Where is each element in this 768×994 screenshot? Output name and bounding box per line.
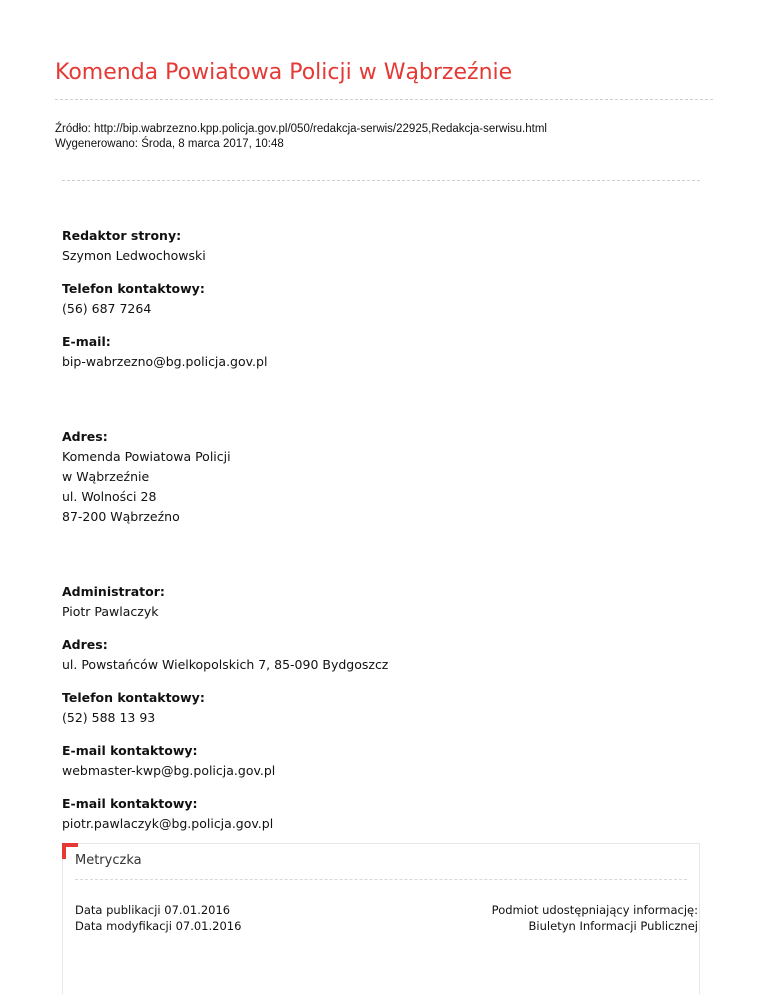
source-url: Źródło: http://bip.wabrzezno.kpp.policja.gov.pl/050/redakcja-serwis/22925,Redakcja-serwisu.html (55, 123, 547, 135)
admin-label: Administrator: (62, 584, 165, 599)
metryczka-provider (492, 902, 698, 934)
editor-phone-label: Telefon kontaktowy: (62, 281, 205, 296)
metryczka-divider (75, 879, 687, 880)
provider-label: Podmiot udostępniający informację: (491, 903, 698, 917)
admin-block (62, 582, 702, 622)
address-line: w Wąbrzeźnie (62, 469, 150, 484)
admin-email2-label: E-mail kontaktowy: (62, 796, 198, 811)
admin-address-block (62, 635, 702, 675)
title-divider (55, 99, 713, 100)
metryczka-dates (75, 902, 241, 934)
editor-email-block (62, 332, 702, 372)
publication-date: Data publikacji 07.01.2016 (75, 903, 231, 917)
provider-name: Biuletyn Informacji Publicznej (528, 919, 698, 933)
address-label: Adres: (62, 429, 108, 444)
editor-name: Szymon Ledwochowski (62, 248, 206, 263)
address-line: ul. Wolności 28 (62, 489, 157, 504)
meta-divider (62, 180, 700, 181)
admin-name: Piotr Pawlaczyk (62, 604, 159, 619)
modification-date: Data modyfikacji 07.01.2016 (75, 919, 242, 933)
editor-phone: (56) 687 7264 (62, 301, 152, 316)
admin-phone: (52) 588 13 93 (62, 710, 156, 725)
admin-address-label: Adres: (62, 637, 108, 652)
admin-address: ul. Powstańców Wielkopolskich 7, 85-090 Bydgoszcz (62, 657, 389, 672)
admin-phone-block (62, 688, 702, 728)
editor-email-label: E-mail: (62, 334, 111, 349)
metryczka-title: Metryczka (75, 853, 142, 868)
editor-block (62, 226, 702, 266)
address-block (62, 427, 702, 527)
editor-phone-block (62, 279, 702, 319)
admin-email1[interactable]: webmaster-kwp@bg.policja.gov.pl (62, 763, 276, 778)
address-line: Komenda Powiatowa Policji (62, 449, 231, 464)
editor-email[interactable]: bip-wabrzezno@bg.policja.gov.pl (62, 354, 268, 369)
admin-email1-block (62, 741, 702, 781)
admin-email2-block (62, 794, 702, 834)
generated-date: Wygenerowano: Środa, 8 marca 2017, 10:48 (55, 138, 284, 150)
admin-phone-label: Telefon kontaktowy: (62, 690, 205, 705)
admin-email2[interactable]: piotr.pawlaczyk@bg.policja.gov.pl (62, 816, 274, 831)
metryczka-box (62, 843, 700, 994)
admin-email1-label: E-mail kontaktowy: (62, 743, 198, 758)
print-meta (55, 122, 547, 152)
editor-label: Redaktor strony: (62, 228, 182, 243)
address-line: 87-200 Wąbrzeźno (62, 509, 180, 524)
page-title: Komenda Powiatowa Policji w Wąbrzeźnie (55, 60, 513, 85)
contact-details (62, 226, 702, 847)
